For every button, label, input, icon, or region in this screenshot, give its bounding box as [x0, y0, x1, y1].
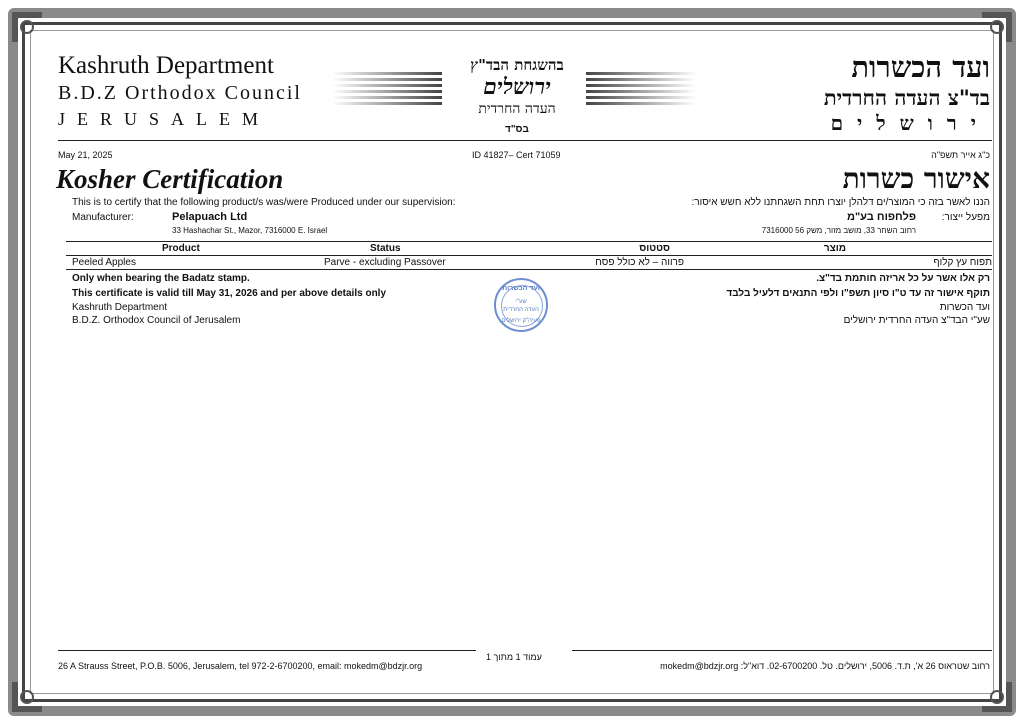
cell-status-en: Parve - excluding Passover	[324, 257, 446, 268]
header-en-department: Kashruth Department	[58, 52, 274, 79]
signature-line2-english: B.D.Z. Orthodox Council of Jerusalem	[72, 315, 241, 326]
footer-address-english: 26 A Strauss Street, P.O.B. 5006, Jerusalem, tel 972-2-6700200, email: mokedm@bdzjr.org	[58, 661, 423, 671]
footer-divider-right	[572, 650, 992, 651]
header-divider	[58, 140, 992, 141]
footer-address-hebrew: רחוב שטראוס 26 א', ת.ד. 5006, ירושלים. טל. 02-6700200. דוא"ל: mokedm@bdzjr.org	[660, 661, 990, 671]
badatz-logo	[452, 56, 582, 122]
seal-line1: ועד הכשרות	[502, 285, 540, 292]
corner-ornament-icon	[10, 680, 44, 714]
date-english: May 21, 2025	[58, 150, 113, 160]
header-he-department: ועד הכשרות	[851, 50, 990, 84]
manufacturer-address-hebrew: רחוב השחר 33, מושב מזור, משק 56 7316000	[761, 226, 916, 235]
cell-product-en: Peeled Apples	[72, 257, 136, 268]
header-english	[58, 52, 302, 132]
table-row	[66, 256, 992, 270]
logo-line1: בהשגחת הבד"ץ	[470, 56, 564, 74]
badatz-seal-stamp	[494, 278, 548, 332]
page-title-hebrew: אישור כשרות	[842, 162, 990, 195]
manufacturer-name-english: Pelapuach Ltd	[172, 211, 248, 223]
cell-product-he: תפוח עץ קלוף	[933, 257, 992, 268]
logo-line3: העדה החרדית	[478, 101, 556, 117]
col-header-status-he: סטטוס	[639, 243, 670, 254]
logo-line2: ירושלים	[483, 74, 551, 100]
product-table	[66, 241, 992, 270]
corner-ornament-icon	[980, 680, 1014, 714]
col-header-product-en: Product	[162, 243, 200, 254]
stamp-note-hebrew: רק אלו אשר על כל אריזה חותמת בד"צ.	[816, 273, 990, 284]
manufacturer-label-hebrew: מפעל ייצור:	[941, 212, 990, 223]
page-title-english: Kosher Certification	[56, 164, 284, 194]
stamp-note-english: Only when bearing the Badatz stamp.	[72, 273, 250, 284]
seal-line3: העדה החרדית	[503, 307, 539, 313]
table-header-row	[66, 241, 992, 256]
certify-statement-english: This is to certify that the following product/s was/were Produced under our supervision:	[72, 197, 456, 208]
date-hebrew: כ"ג אייר תשפ"ה	[931, 150, 990, 160]
signature-line1-english: Kashruth Department	[72, 302, 168, 313]
page-number: עמוד 1 מתוך 1	[486, 652, 542, 662]
seal-line2: שע"י	[515, 299, 527, 305]
signature-line2-hebrew: שע"י הבד"צ העדה החרדית ירושלים	[843, 315, 990, 326]
corner-ornament-icon	[10, 10, 44, 44]
header-en-council: B.D.Z Orthodox Council	[58, 82, 302, 104]
signature-line1-hebrew: ועד הכשרות	[939, 302, 990, 313]
header-he-city: ירושלים	[830, 111, 990, 135]
header-stripes-right	[586, 72, 696, 106]
seal-line4: פעיה"ק ירושלים	[501, 318, 541, 324]
validity-note-hebrew: תוקף אישור זה עד ט"ו סיון תשפ"ו ולפי התנאים דלעיל בלבד	[726, 288, 990, 299]
header-stripes-left	[332, 72, 442, 106]
validity-note-english: This certificate is valid till May 31, 2026 and per above details only	[72, 288, 387, 299]
manufacturer-name-hebrew: פלחפוח בע"מ	[846, 211, 916, 223]
col-header-status-en: Status	[370, 243, 401, 254]
footer-divider-left	[58, 650, 476, 651]
corner-ornament-icon	[980, 10, 1014, 44]
header-hebrew	[824, 50, 990, 135]
certificate-id: ID 41827– Cert 71059	[472, 150, 561, 160]
bsd-mark: בס"ד	[505, 124, 529, 135]
header-he-council: בד"צ העדה החרדית	[823, 85, 990, 110]
certify-statement-hebrew: הננו לאשר בזה כי המוצר/ים דלהלן יוצרו תחת השגחתנו ללא חשש איסור:	[691, 197, 990, 208]
manufacturer-address-english: 33 Hashachar St., Mazor, 7316000 E. Israel	[172, 226, 328, 235]
cell-status-he: פרווה – לא כולל פסח	[595, 257, 684, 268]
manufacturer-label-english: Manufacturer:	[72, 212, 134, 223]
col-header-product-he: מוצר	[823, 243, 846, 254]
header-en-city: JERUSALEM	[58, 109, 271, 129]
